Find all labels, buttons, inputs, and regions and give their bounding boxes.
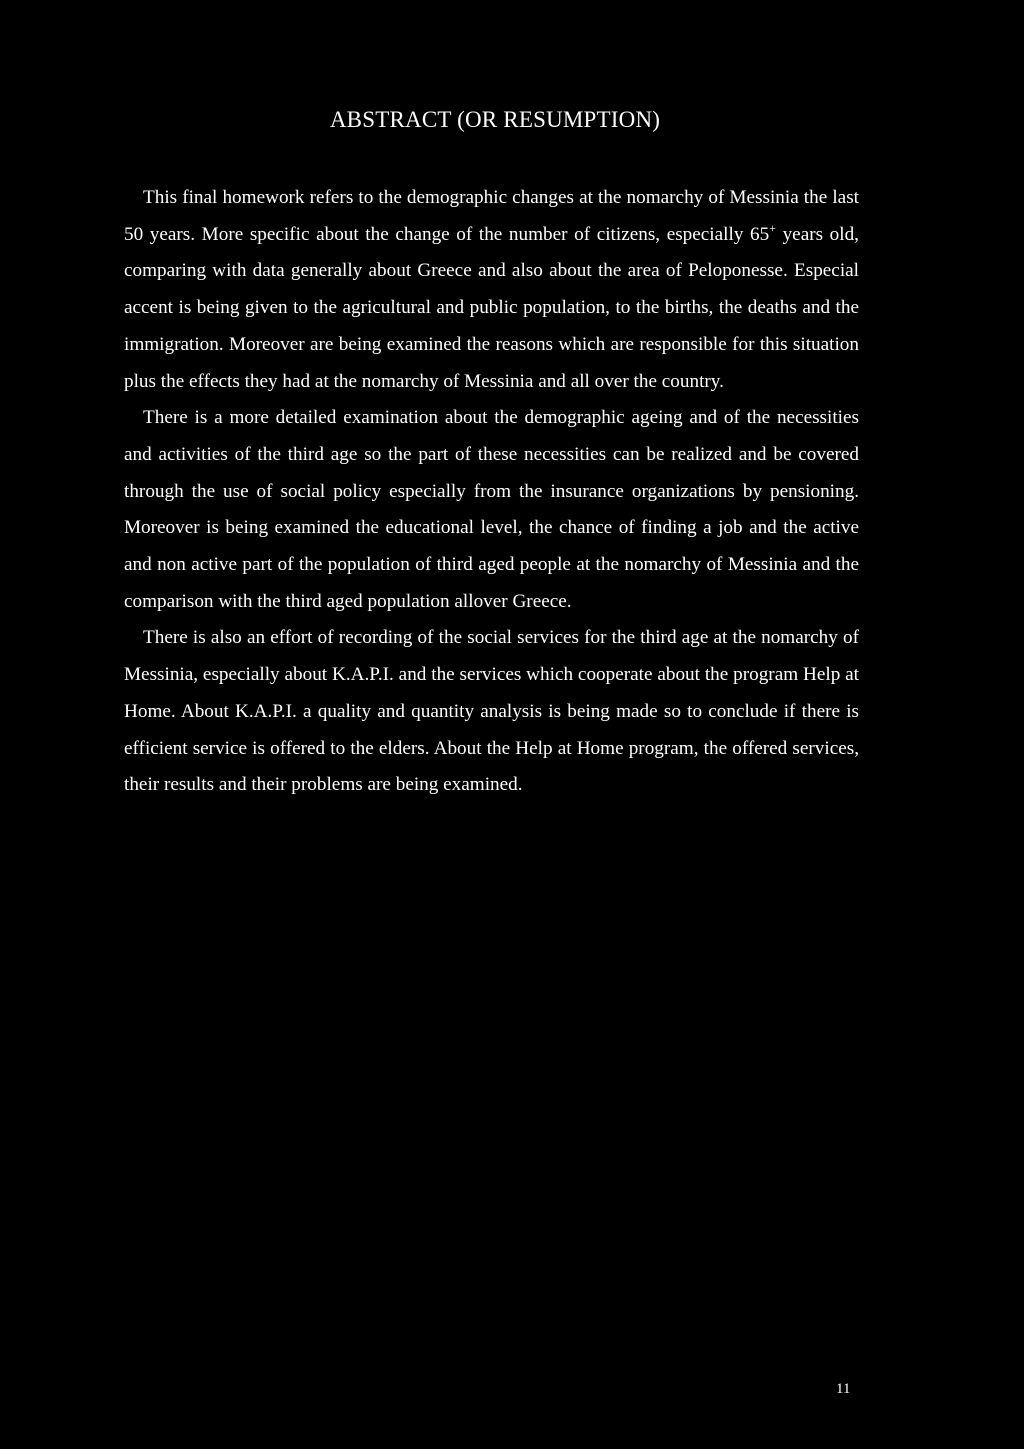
page-number: 11 [836, 1381, 851, 1397]
superscript-plus: + [769, 220, 776, 235]
paragraph-3: There is also an effort of recording of the social services for the third age at the nomarchy of Messinia, especially about K.A.P.I. and the services which cooperate about the program Help at Home. About K.A.P.I. a quality and quantity analysis is being made so to conclude if there is efficient service is offered to the elders. About the Help at Home program, the offered services, their results and their problems are being examined. [124, 627, 859, 796]
page-title: ABSTRACT (OR RESUMPTION) [329, 107, 661, 132]
paragraph-1-text-b: years old, comparing with data generally about Greece and also about the area of Peloponesse. Especial accent is being given to the agricultural and public population, to the births, the deaths and the immigration. Moreover are being examined the reasons which are responsible for this situation plus the effects they had at the nomarchy of Messinia and all over the country. [124, 223, 859, 392]
paragraph-2: There is a more detailed examination about the demographic ageing and of the necessities and activities of the third age so the part of these necessities can be realized and be covered through the use of social policy especially from the insurance organizations by pensioning. Moreover is being examined the educational level, the chance of finding a job and the active and non active part of the population of third aged people at the nomarchy of Messinia and the comparison with the third aged population allover Greece. [124, 407, 859, 612]
paragraph-1 [124, 180, 859, 400]
abstract-body [124, 180, 859, 804]
paragraph-1-text-a: This final homework refers to the demographic changes at the nomarchy of Messinia the last 50 years. More specific about the change of the number of citizens, especially 65 [124, 187, 859, 245]
